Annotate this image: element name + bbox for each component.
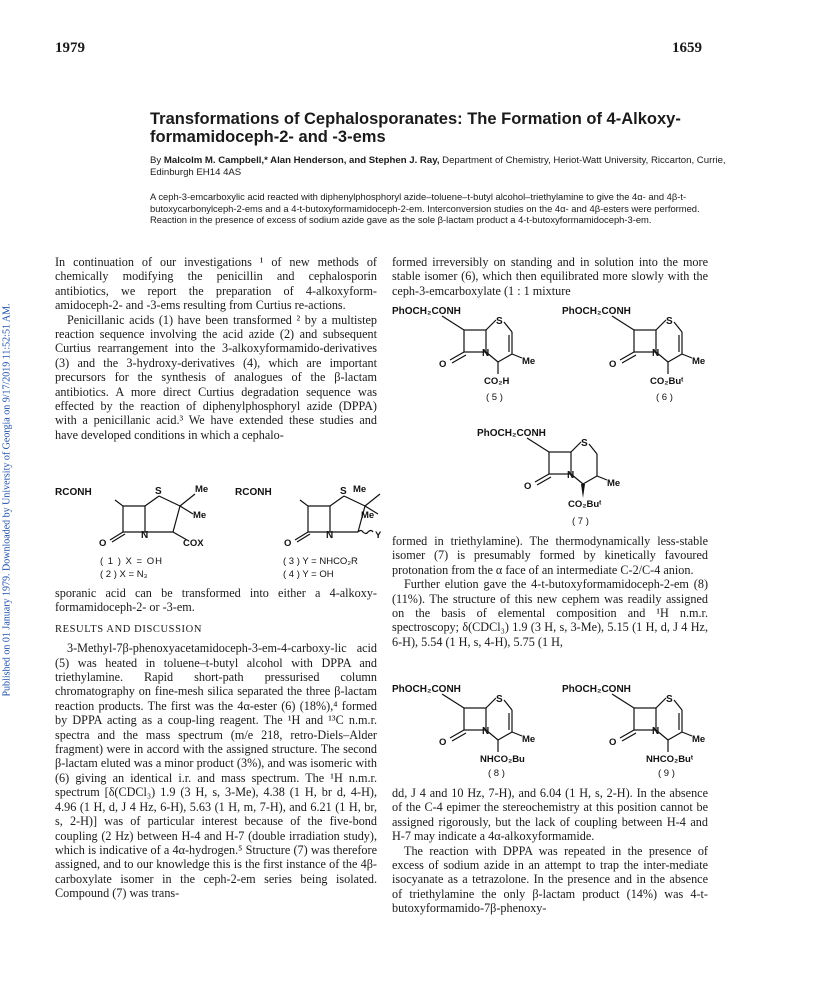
- s8-o: O: [439, 737, 447, 748]
- s1-me1: Me: [195, 484, 209, 495]
- paragraph: Penicillanic acids (1) have been transformed ² by a multistep reaction sequence involving the acid azide (2) and subsequent Curtius rearrangement into the 3-alkoxyformamido-derivatives (3) and the 3-hydroxy-derivatives (4), which are important precursors for the synthesis of analogues of the β-lactam antibiotics. A more direct Curtius degradation sequence was effected by the reaction of diphenylphosphoryl azide (DPPA) with a penicillanic acid.³ We have extended these studies and have developed conditions in which a cephalo-: [55, 312, 377, 442]
- download-notice-text: Published on 01 January 1979. Downloaded by University of Georgia on 9/17/2019 11:52:51 AM.: [1, 303, 13, 697]
- byline-by: By: [150, 155, 162, 166]
- s9-nh: NHCO₂Buᵗ: [646, 754, 693, 765]
- s9-S: S: [666, 694, 673, 705]
- s1-cox: COX: [183, 538, 204, 549]
- s1-label1: ( 1 ) X = OH: [100, 556, 163, 567]
- s7-N: N: [567, 470, 575, 481]
- s8-sub: PhOCH₂CONH: [392, 684, 461, 695]
- s5-label: ( 5 ): [486, 392, 503, 403]
- s2-label1: ( 3 ) Y = NHCO₂R: [283, 556, 358, 567]
- structures-5-7: [392, 302, 712, 532]
- s2-me2: Me: [361, 510, 375, 521]
- col1-block-b: [55, 586, 377, 901]
- authors: Malcolm M. Campbell,* Alan Henderson, and Stephen J. Ray,: [163, 155, 440, 166]
- s2-sub: RCONH: [235, 487, 272, 498]
- paragraph: sporanic acid can be transformed into either a 4-alkoxy-formamidoceph-2- or -3-em.: [55, 586, 377, 615]
- penam-structures: [55, 480, 385, 580]
- s7-ester: CO₂Buᵗ: [568, 499, 602, 510]
- s9-sub: PhOCH₂CONH: [562, 684, 631, 695]
- s7-me: Me: [607, 478, 621, 489]
- paragraph: formed irreversibly on standing and in solution into the more stable isomer (6), which then equilibrated more slowly with the ceph-3-emcarboxylate (1 : 1 mixture: [392, 255, 708, 298]
- s9-label: ( 9 ): [658, 768, 675, 778]
- s5-N: N: [482, 348, 490, 359]
- article-title: Transformations of Cephalosporanates: The Formation of 4-Alkoxy-formamidoceph-2- and -3-ems: [150, 110, 681, 146]
- s9-me: Me: [692, 734, 706, 745]
- s6-me: Me: [692, 356, 706, 367]
- col2-block-c: [392, 786, 708, 916]
- s7-sub: PhOCH₂CONH: [477, 428, 546, 439]
- paragraph: dd, J 4 and 10 Hz, 7-H), and 6.04 (1 H, s, 2-H). In the absence of the C-4 epimer the stereochemistry at this position cannot be assigned rigorously, but the lack of coupling between H-4 and H-7 may indicate a 4α-alkoxyformamide.: [392, 786, 708, 844]
- s6-ester: CO₂Buᵗ: [650, 376, 684, 387]
- paragraph: The reaction with DPPA was repeated in the presence of excess of sodium azide in an attempt to trap the inter-mediate isocyanate as a tetrazolone. In the presence and in the absence of triethylamine the only β-lactam product (14%) was 4-t-butoxyformamido-7β-phenoxy-: [392, 843, 708, 916]
- paragraph: 3-Methyl-7β-phenoxyacetamidoceph-3-em-4-carboxy-lic acid (5) was heated in toluene–t-butyl alcohol with DPPA and triethylamine. Rapid short-path pressurised column chromatography on fine-mesh silica separated the three β-lactam reaction products. The first was the 4α-ester (6) (18%),⁴ formed by DPPA acting as a coup-ling reagent. The ¹H and ¹³C n.m.r. spectra and the mass spectrum (m/e 218, retro-Diels–Alder fragment) were in accord with the assigned structure. The second β-lactam eluted was a minor product (3%), and was isomeric with (6) giving an identical i.r. and mass spectrum. The ¹H n.m.r. spectrum [δ(CDCl₃) 1.9 (3 H, s, 3-Me), 4.38 (1 H, br d, 4-H), 4.96 (1 H, d, J 4 Hz, 6-H), 5.63 (1 H, m, 7-H), and 6.21 (1 H, br, s, 2-H)] was of particular interest because of the five-bond coupling (2 Hz) between H-4 and H-7 (double irradiation study), which is indicative of a 4α-hydrogen.⁵ Structure (7) was therefore assigned, and to our knowledge this is the first instance of the 4β-carboxylate isomer in the ceph-2-em series being isolated. Compound (7) was trans-: [55, 641, 377, 901]
- s6-sub: PhOCH₂CONH: [562, 306, 631, 317]
- s7-S: S: [581, 438, 588, 449]
- s9-o: O: [609, 737, 617, 748]
- structure-9: [612, 694, 692, 752]
- s6-o: O: [609, 359, 617, 370]
- s6-N: N: [652, 348, 660, 359]
- s5-o: O: [439, 359, 447, 370]
- s8-N: N: [482, 726, 490, 737]
- s2-y: Y: [375, 530, 382, 541]
- s5-co2h: CO₂H: [484, 376, 510, 387]
- s1-label2: ( 2 ) X = N₃: [100, 569, 148, 580]
- s9-N: N: [652, 726, 660, 737]
- s8-S: S: [496, 694, 503, 705]
- section-heading: RESULTS AND DISCUSSION: [55, 623, 203, 635]
- download-notice[interactable]: [0, 190, 14, 810]
- abstract: A ceph-3-emcarboxylic acid reacted with diphenylphosphoryl azide–toluene–t-butyl alcohol–triethylamine to give the 4α- and 4β-t-butoxycarbonylceph-2-ems and a 4-t-butoxyformamidoceph-2-em. Interconversion studies on the 4α- and 4β-esters were performed. Reaction in the presence of excess of sodium azide gave as the sole β-lactam product a 4-t-butoxyformamidoceph-3-em.: [150, 191, 700, 226]
- col2-block-a: [392, 255, 708, 298]
- page-number: 1659: [672, 40, 702, 56]
- s2-label2: ( 4 ) Y = OH: [283, 569, 334, 580]
- col2-block-b: [392, 534, 708, 649]
- paragraph: formed in triethylamine). The thermodynamically less-stable isomer (7) is presumably formed by kinetically favoured protonation from the α face of an intermediate C-2/C-4 anion.: [392, 534, 708, 577]
- s1-o: O: [99, 538, 107, 549]
- structure-8: [442, 694, 522, 752]
- s8-me: Me: [522, 734, 536, 745]
- s1-N: N: [141, 530, 149, 541]
- s1-me2: Me: [193, 510, 207, 521]
- wedge-bond: [581, 484, 585, 498]
- s2-N: N: [326, 530, 334, 541]
- s2-me1: Me: [353, 484, 367, 495]
- s6-S: S: [666, 316, 673, 327]
- paragraph: Further elution gave the 4-t-butoxyformamidoceph-2-em (8) (11%). The structure of this new cephem was readily assigned on the basis of elemental composition and ¹H n.m.r. spectroscopy; δ(CDCl₃) 1.9 (3 H, s, 3-Me), 5.15 (1 H, d, J 4 Hz, 6-H), 5.54 (1 H, s, 4-H), 5.75 (1 H,: [392, 577, 708, 649]
- s2-S: S: [340, 486, 347, 497]
- structure-6: [612, 316, 692, 374]
- cephem-structures-a: [392, 302, 712, 532]
- s5-sub: PhOCH₂CONH: [392, 306, 461, 317]
- s1-S: S: [155, 486, 162, 497]
- structure-5: [442, 316, 522, 374]
- s1-sub: RCONH: [55, 487, 92, 498]
- cephem-structures-b: [392, 680, 712, 778]
- s5-me: Me: [522, 356, 536, 367]
- s7-label: ( 7 ): [572, 516, 589, 527]
- s6-label: ( 6 ): [656, 392, 673, 403]
- s2-o: O: [284, 538, 292, 549]
- journal-year: 1979: [55, 40, 85, 56]
- byline: [150, 155, 750, 179]
- s5-S: S: [496, 316, 503, 327]
- structures-8-9: [392, 680, 712, 778]
- s7-o: O: [524, 481, 532, 492]
- s8-nh: NHCO₂Bu: [480, 754, 525, 765]
- s8-label: ( 8 ): [488, 768, 505, 778]
- affiliation: Department of Chemistry, Heriot-Watt University, Riccarton, Currie, Edinburgh EH14 4AS: [150, 155, 726, 178]
- col1-block-a: [55, 255, 377, 442]
- paragraph: In continuation of our investigations ¹ of new methods of chemically modifying the penicillin and cephalosporin antibiotics, we report the preparation of 4-alkoxyform-amidoceph-2- and -3-ems resulting from Curtius re-actions.: [55, 255, 377, 313]
- structures-1-4: [55, 480, 385, 580]
- structure-1-2: [110, 494, 195, 542]
